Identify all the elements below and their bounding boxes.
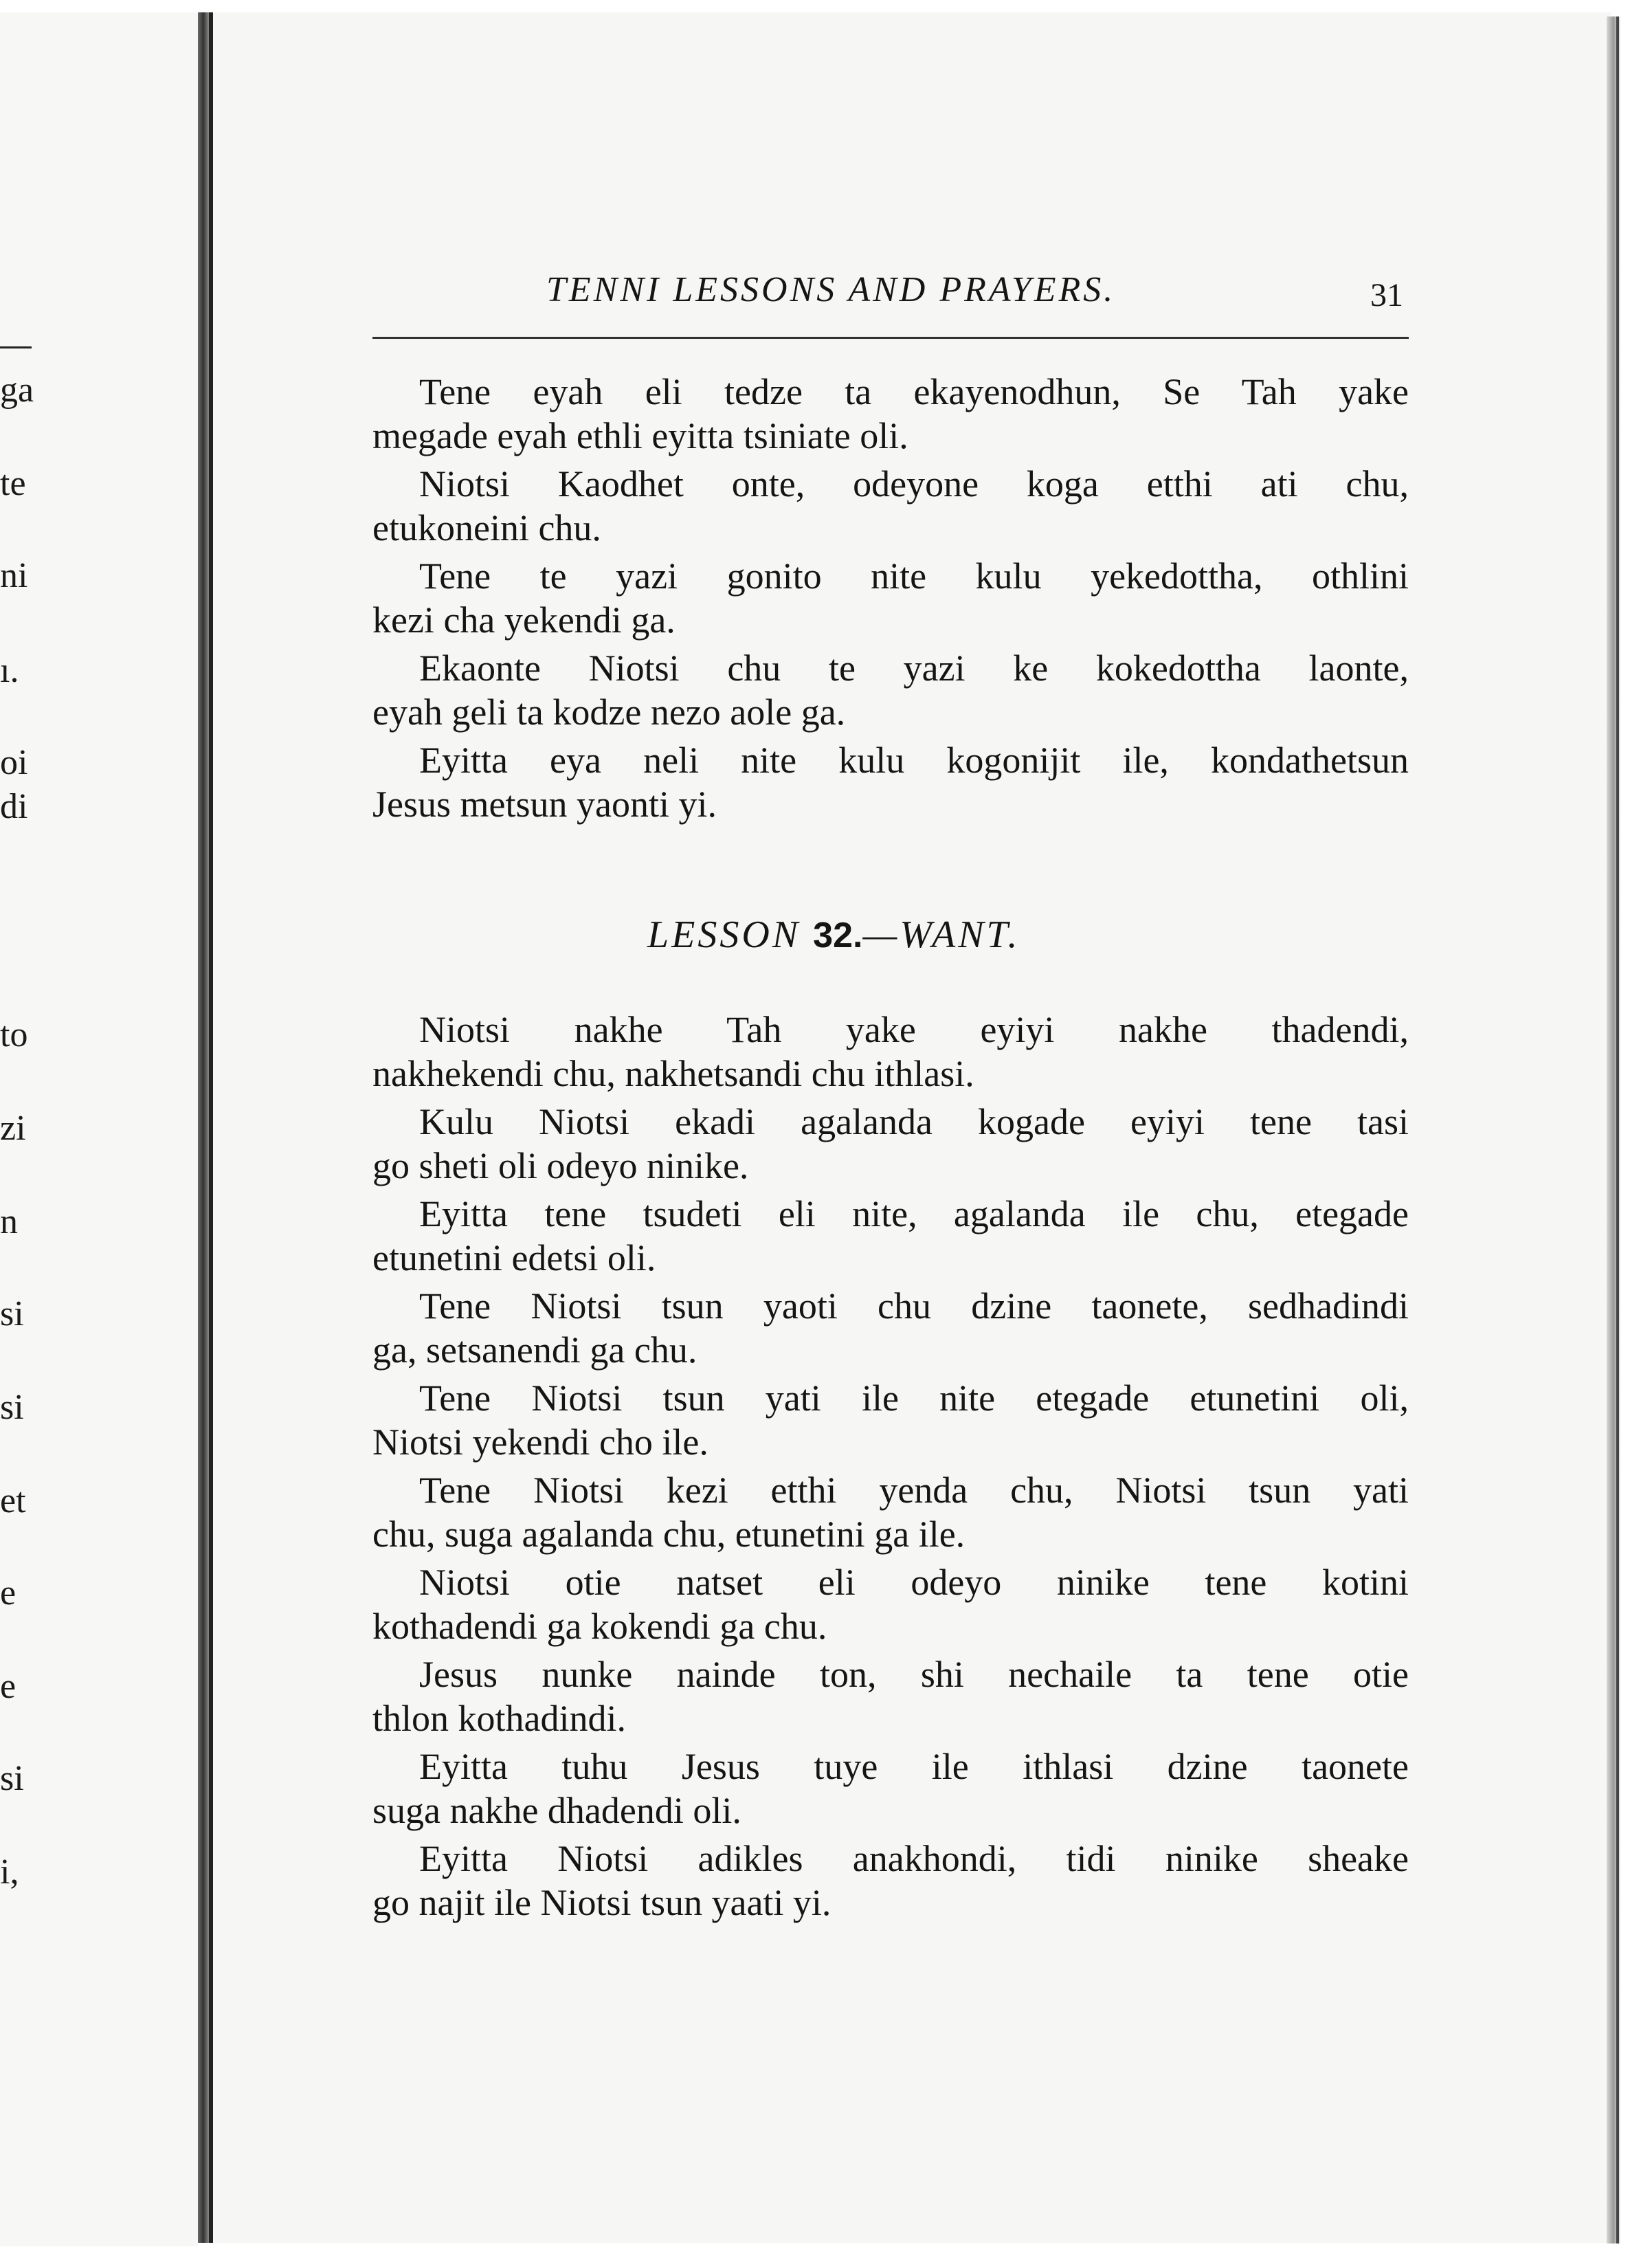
previous-page-line-end: si bbox=[0, 1388, 24, 1427]
body-line: etunetini edetsi oli. bbox=[372, 1237, 656, 1278]
body-line: megade eyah ethli eyitta tsiniate oli. bbox=[372, 415, 908, 456]
previous-page-line-end: to bbox=[0, 1015, 28, 1054]
body-line: kezi cha yekendi ga. bbox=[372, 599, 676, 641]
previous-page-line-end: i, bbox=[0, 1852, 19, 1892]
body-line: Tene Niotsi kezi etthi yenda chu, Niotsi tsun yati bbox=[419, 1470, 1409, 1511]
body-line: Tene Niotsi tsun yaoti chu dzine taonete, sedhadindi bbox=[419, 1285, 1409, 1327]
previous-page-line-end: e bbox=[0, 1667, 16, 1706]
body-line: Kulu Niotsi ekadi agalanda kogade eyiyi tene tasi bbox=[419, 1101, 1409, 1142]
running-header-title: TENNI LESSONS AND PRAYERS. bbox=[546, 270, 1116, 309]
header-rule bbox=[372, 337, 1409, 339]
body-line: etukoneini chu. bbox=[372, 507, 601, 549]
body-line: suga nakhe dhadendi oli. bbox=[372, 1790, 741, 1831]
body-line: Niotsi otie natset eli odeyo ninike tene kotini bbox=[419, 1562, 1409, 1603]
previous-page-line-end: si bbox=[0, 1759, 24, 1798]
body-line: nakhekendi chu, nakhetsandi chu ithlasi. bbox=[372, 1053, 974, 1094]
previous-page-line-end: et bbox=[0, 1481, 26, 1520]
lesson-heading-suffix: —WANT. bbox=[862, 913, 1020, 956]
body-line: go najit ile Niotsi tsun yaati yi. bbox=[372, 1882, 831, 1923]
body-line: Tene te yazi gonito nite kulu yekedottha, othlini bbox=[419, 555, 1409, 597]
book-gutter-shadow bbox=[198, 12, 209, 2243]
body-line: Tene Niotsi tsun yati ile nite etegade etunetini oli, bbox=[419, 1377, 1409, 1419]
body-line: go sheti oli odeyo ninike. bbox=[372, 1145, 749, 1186]
body-line: Ekaonte Niotsi chu te yazi ke kokedottha laonte, bbox=[419, 647, 1409, 689]
lesson-heading bbox=[647, 913, 1020, 957]
body-line: Niotsi nakhe Tah yake eyiyi nakhe thadendi, bbox=[419, 1009, 1409, 1050]
body-line: eyah geli ta kodze nezo aole ga. bbox=[372, 691, 846, 733]
lesson-heading-prefix: LESSON bbox=[647, 913, 801, 956]
previous-page-fragment bbox=[0, 12, 198, 2246]
body-line: Eyitta tene tsudeti eli nite, agalanda ile chu, etegade bbox=[419, 1193, 1409, 1234]
body-line: Tene eyah eli tedze ta ekayenodhun, Se Tah yake bbox=[419, 371, 1409, 412]
body-line: chu, suga agalanda chu, etunetini ga ile. bbox=[372, 1514, 965, 1555]
previous-page-line-end: zi bbox=[0, 1109, 26, 1148]
page-edge-line bbox=[1616, 16, 1619, 2244]
previous-page-line-end: oi bbox=[0, 743, 28, 782]
body-line: ga, setsanendi ga chu. bbox=[372, 1329, 697, 1371]
body-line: thlon kothadindi. bbox=[372, 1698, 626, 1739]
page-number: 31 bbox=[1370, 277, 1403, 313]
lesson-heading-number: 32. bbox=[813, 916, 863, 955]
body-line: Eyitta Niotsi adikles anakhondi, tidi ninike sheake bbox=[419, 1838, 1409, 1879]
body-line: Eyitta eya neli nite kulu kogonijit ile, kondathetsun bbox=[419, 740, 1409, 781]
body-line: Jesus metsun yaonti yi. bbox=[372, 784, 717, 825]
body-line: kothadendi ga kokendi ga chu. bbox=[372, 1606, 827, 1647]
body-line: Niotsi yekendi cho ile. bbox=[372, 1421, 708, 1463]
previous-page-header-rule bbox=[0, 346, 32, 348]
previous-page-line-end: ı. bbox=[0, 651, 19, 690]
previous-page-line-end: te bbox=[0, 464, 26, 503]
previous-page-line-end: ni bbox=[0, 556, 28, 595]
body-line: Eyitta tuhu Jesus tuye ile ithlasi dzine taonete bbox=[419, 1746, 1409, 1787]
previous-page-line-end: e bbox=[0, 1573, 16, 1613]
body-line: Niotsi Kaodhet onte, odeyone koga etthi ati chu, bbox=[419, 463, 1409, 505]
body-line: Jesus nunke nainde ton, shi nechaile ta tene otie bbox=[419, 1654, 1409, 1695]
previous-page-line-end: si bbox=[0, 1294, 24, 1333]
previous-page-line-end: ga bbox=[0, 370, 34, 410]
previous-page-line-end: di bbox=[0, 787, 28, 826]
previous-page-line-end: n bbox=[0, 1202, 18, 1241]
